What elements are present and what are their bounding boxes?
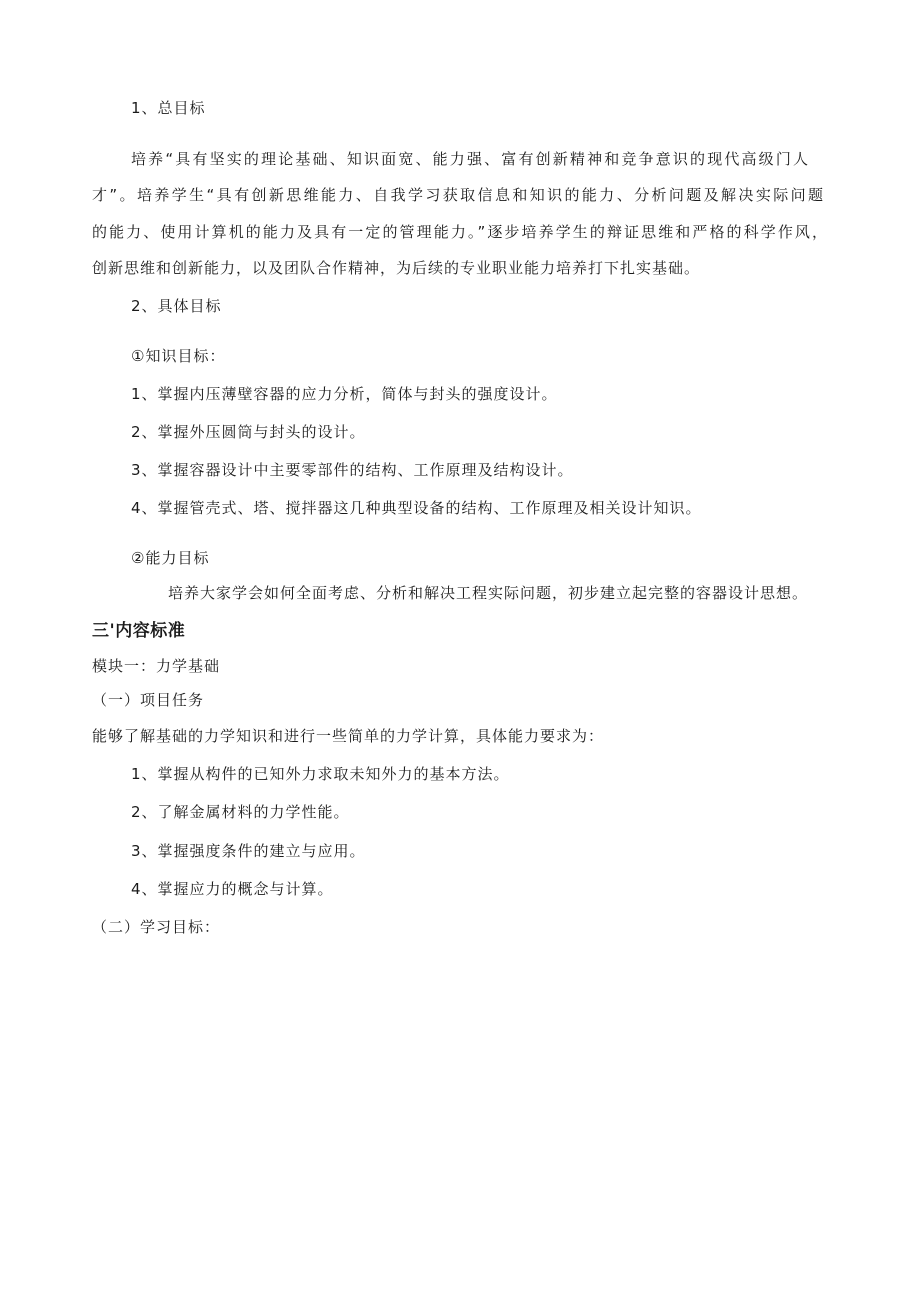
knowledge-item-3: 3、掌握容器设计中主要零部件的结构、工作原理及结构设计。 <box>131 461 574 479</box>
knowledge-item-4: 4、掌握管壳式、塔、搅拌器这几种典型设备的结构、工作原理及相关设计知识。 <box>131 499 702 517</box>
overall-goal-heading: 1、总目标 <box>131 99 206 117</box>
module-title: 模块一：力学基础 <box>92 657 221 675</box>
section-heading-content-standard: 三'内容标准 <box>92 621 186 641</box>
task-intro: 能够了解基础的力学知识和进行一些简单的力学计算，具体能力要求为： <box>92 727 605 745</box>
specific-goal-heading: 2、具体目标 <box>131 297 222 315</box>
task-item-3: 3、掌握强度条件的建立与应用。 <box>131 842 366 860</box>
task-heading: （一）项目任务 <box>92 691 205 709</box>
task-item-2: 2、了解金属材料的力学性能。 <box>131 803 350 821</box>
knowledge-item-1: 1、掌握内压薄壁容器的应力分析，简体与封头的强度设计。 <box>131 385 558 403</box>
knowledge-item-2: 2、掌握外压圆筒与封头的设计。 <box>131 423 366 441</box>
ability-goal-heading: ②能力目标 <box>131 549 210 567</box>
overall-goal-para-line-1: 培养“具有坚实的理论基础、知识面宽、能力强、富有创新精神和竞争意识的现代高级门人 <box>131 150 809 168</box>
overall-goal-para-line-2: 才”。培养学生“具有创新思维能力、自我学习获取信息和知识的能力、分析问题及解决实际问题 <box>92 186 824 204</box>
knowledge-goal-heading: ①知识目标： <box>131 347 226 365</box>
overall-goal-para-line-3: 的能力、使用计算机的能力及具有一定的管理能力。”逐步培养学生的辩证思维和严格的科学作风， <box>92 223 828 241</box>
overall-goal-para-line-4: 创新思维和创新能力，以及团队合作精神，为后续的专业职业能力培养打下扎实基础。 <box>92 259 701 277</box>
task-item-4: 4、掌握应力的概念与计算。 <box>131 880 334 898</box>
task-item-1: 1、掌握从构件的已知外力求取未知外力的基本方法。 <box>131 765 510 783</box>
ability-goal-para: 培养大家学会如何全面考虑、分析和解决工程实际问题，初步建立起完整的容器设计思想。 <box>168 584 809 602</box>
study-goal-heading: （二）学习目标： <box>92 918 221 936</box>
